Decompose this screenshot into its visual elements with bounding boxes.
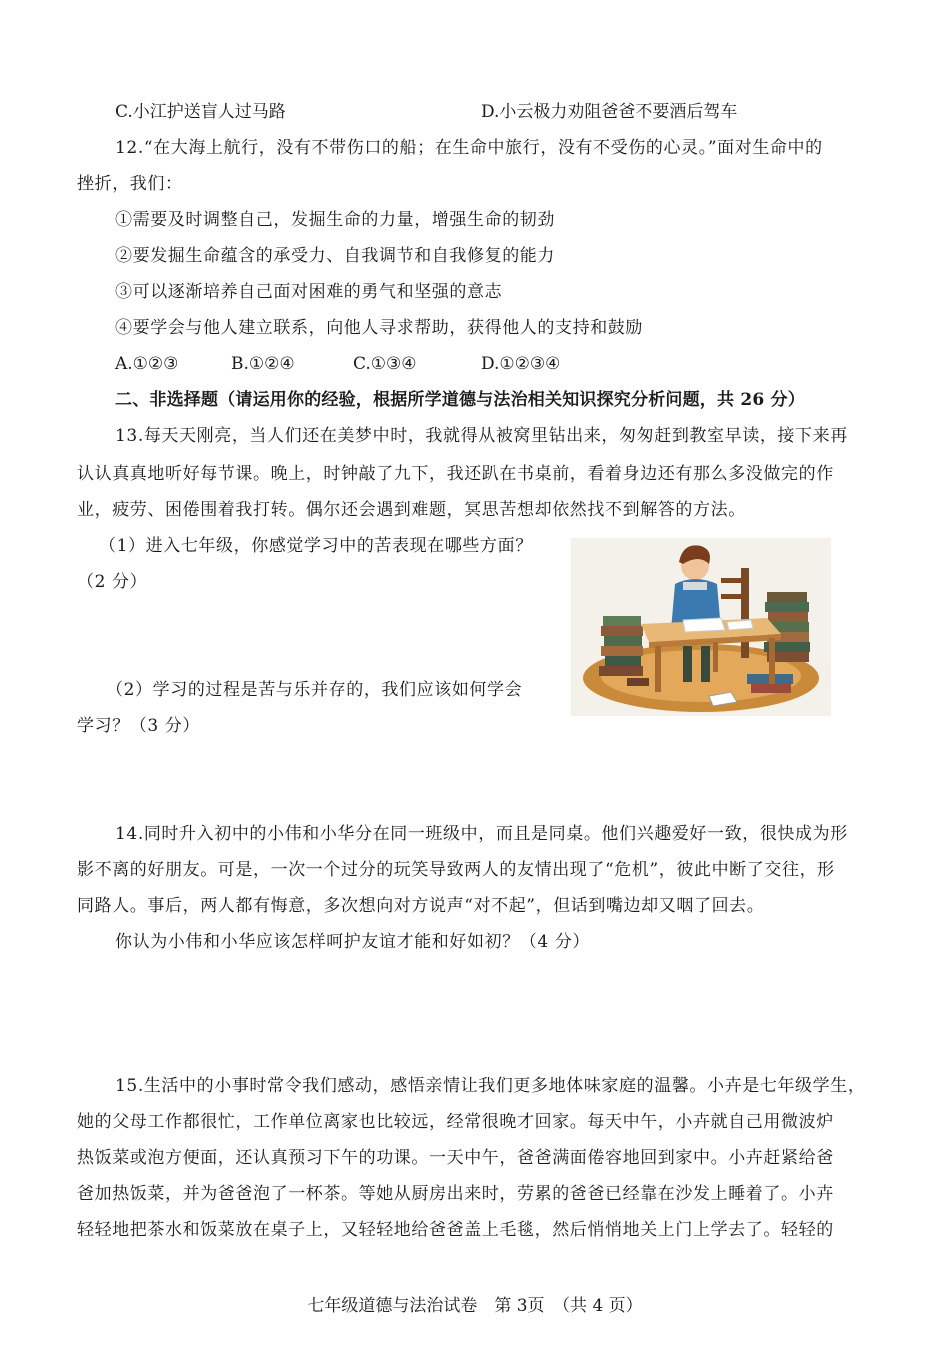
q14-line3: 同路人。事后，两人都有悔意，多次想向对方说声“对不起”，但话到嘴边却又咽了回去。 xyxy=(77,896,765,916)
q13-line3: 业，疲劳、困倦围着我打转。偶尔还会遇到难题，冥思苦想却依然找不到解答的方法。 xyxy=(77,500,746,520)
q12-option-b: B.①②④ xyxy=(231,354,295,374)
q12-option-a: A.①②③ xyxy=(115,354,179,374)
q12-item-1: ①需要及时调整自己，发掘生命的力量，增强生命的韧劲 xyxy=(115,210,555,230)
section2-title: 二、非选择题（请运用你的经验，根据所学道德与法治相关知识探究分析问题，共 26 分） xyxy=(115,390,805,410)
q13-line1: 13.每天天刚亮，当人们还在美梦中时，我就得从被窝里钻出来，匆匆赶到教室早读，接下来再 xyxy=(115,426,848,446)
q14-line2: 影不离的好朋友。可是，一次一个过分的玩笑导致两人的友情出现了“危机”，彼此中断了交往，形 xyxy=(77,860,835,880)
q11-option-c: C.小江护送盲人过马路 xyxy=(115,102,286,122)
q14-question: 你认为小伟和小华应该怎样呵护友谊才能和好如初？（4 分） xyxy=(115,932,591,952)
q15-line4: 爸加热饭菜，并为爸爸泡了一杯茶。等她从厨房出来时，劳累的爸爸已经靠在沙发上睡着了。小卉 xyxy=(77,1184,834,1204)
q15-line5: 轻轻地把茶水和饭菜放在桌子上，又轻轻地给爸爸盖上毛毯，然后悄悄地关上门上学去了。轻轻的 xyxy=(77,1220,834,1240)
q15-line3: 热饭菜或泡方便面，还认真预习下午的功课。一天中午，爸爸满面倦容地回到家中。小卉赶紧给爸 xyxy=(77,1148,834,1168)
q12-item-3: ③可以逐渐培养自己面对困难的勇气和坚强的意志 xyxy=(115,282,503,302)
q13-sub2-line1: （2）学习的过程是苦与乐并存的，我们应该如何学会 xyxy=(106,680,523,700)
q13-sub2-line2: 学习？（3 分） xyxy=(77,716,201,736)
q12-stem-line2: 挫折，我们： xyxy=(77,174,183,194)
q13-sub1-line1: （1）进入七年级，你感觉学习中的苦表现在哪些方面？ xyxy=(99,536,533,556)
q12-option-c: C.①③④ xyxy=(353,354,417,374)
q12-stem-line1: 12.“在大海上航行，没有不带伤口的船；在生命中旅行，没有不受伤的心灵。”面对生命中的 xyxy=(115,138,823,158)
student-studying-illustration xyxy=(571,538,831,716)
q11-option-d: D.小云极力劝阻爸爸不要酒后驾车 xyxy=(481,102,738,122)
q13-line2: 认认真真地听好每节课。晚上，时钟敲了九下，我还趴在书桌前，看着身边还有那么多没做完的作 xyxy=(77,464,834,484)
q15-line2: 她的父母工作都很忙，工作单位离家也比较远，经常很晚才回家。每天中午，小卉就自己用微波炉 xyxy=(77,1112,834,1132)
q14-line1: 14.同时升入初中的小伟和小华分在同一班级中，而且是同桌。他们兴趣爱好一致，很快成为形 xyxy=(115,824,848,844)
q12-item-4: ④要学会与他人建立联系，向他人寻求帮助，获得他人的支持和鼓励 xyxy=(115,318,643,338)
q13-sub1-line2: （2 分） xyxy=(77,572,148,592)
page-footer: 七年级道德与法治试卷 第 3页 （共 4 页） xyxy=(307,1296,643,1316)
q15-line1: 15.生活中的小事时常令我们感动，感悟亲情让我们更多地体味家庭的温馨。小卉是七年级学生， xyxy=(115,1076,866,1096)
q12-item-2: ②要发掘生命蕴含的承受力、自我调节和自我修复的能力 xyxy=(115,246,555,266)
q12-option-d: D.①②③④ xyxy=(481,354,561,374)
